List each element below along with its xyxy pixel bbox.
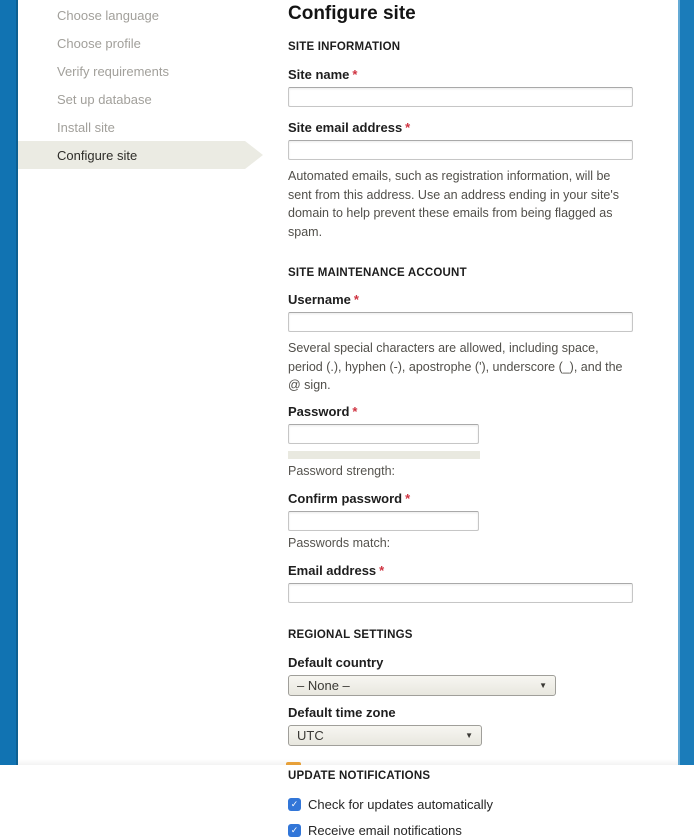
cut-off-element bbox=[286, 762, 301, 765]
password-label bbox=[288, 404, 633, 419]
username-label-text: Username bbox=[288, 292, 351, 307]
check-updates-checkbox[interactable]: ✓ bbox=[288, 798, 301, 811]
username-description: Several special characters are allowed, including space, period (.), hyphen (-), apostrophe ('), underscore (_), and the @ sign. bbox=[288, 341, 623, 392]
install-steps-sidebar bbox=[18, 1, 245, 169]
default-country-field bbox=[288, 655, 633, 696]
check-updates-label[interactable]: Check for updates automatically bbox=[308, 796, 493, 812]
step-verify-requirements: Verify requirements bbox=[57, 63, 169, 79]
confirm-password-label bbox=[288, 491, 633, 506]
username-label bbox=[288, 292, 633, 307]
default-timezone-select[interactable] bbox=[288, 725, 482, 746]
email-notifications-checkbox[interactable]: ✓ bbox=[288, 824, 301, 837]
site-name-input[interactable] bbox=[288, 87, 633, 107]
update-notifications-heading: UPDATE NOTIFICATIONS bbox=[288, 769, 431, 782]
chevron-down-icon: ▼ bbox=[465, 730, 473, 740]
email-notifications-row bbox=[288, 823, 633, 838]
site-name-label bbox=[288, 67, 633, 82]
default-timezone-label: Default time zone bbox=[288, 704, 396, 720]
left-accent-bar bbox=[0, 0, 18, 765]
step-set-up-database: Set up database bbox=[57, 91, 152, 107]
confirm-password-field bbox=[288, 491, 633, 550]
passwords-match-label: Passwords match: bbox=[288, 535, 391, 550]
password-strength-bar bbox=[288, 451, 480, 459]
regional-settings-heading: REGIONAL SETTINGS bbox=[288, 628, 413, 641]
account-email-field bbox=[288, 563, 633, 603]
username-input[interactable] bbox=[288, 312, 633, 332]
default-timezone-selected-value: UTC bbox=[297, 727, 324, 743]
password-input[interactable] bbox=[288, 424, 479, 444]
username-field bbox=[288, 292, 633, 395]
default-timezone-field bbox=[288, 705, 633, 746]
account-email-label-text: Email address bbox=[288, 562, 377, 578]
step-configure-site-active: Configure site bbox=[18, 141, 245, 169]
password-field bbox=[288, 404, 633, 478]
site-email-description: Automated emails, such as registration information, will be sent from this address. Use an address ending in your site's domain to help prevent these emails from being flagged as spam. bbox=[288, 169, 620, 239]
step-choose-language: Choose language bbox=[57, 7, 159, 23]
password-label-text: Password bbox=[288, 403, 350, 419]
site-information-heading: SITE INFORMATION bbox=[288, 41, 401, 53]
account-email-input[interactable] bbox=[288, 583, 633, 603]
site-email-label bbox=[288, 120, 633, 135]
confirm-password-input[interactable] bbox=[288, 511, 479, 531]
email-notifications-label[interactable]: Receive email notifications bbox=[308, 822, 462, 838]
step-choose-profile: Choose profile bbox=[57, 35, 141, 51]
maintenance-account-heading: SITE MAINTENANCE ACCOUNT bbox=[288, 267, 467, 279]
required-asterisk: * bbox=[405, 120, 411, 135]
site-email-field bbox=[288, 120, 633, 241]
site-name-label-text: Site name bbox=[288, 67, 350, 82]
required-asterisk: * bbox=[352, 403, 358, 419]
required-asterisk: * bbox=[352, 67, 358, 82]
confirm-password-label-text: Confirm password bbox=[288, 490, 403, 506]
default-country-label: Default country bbox=[288, 654, 384, 670]
right-accent-bar bbox=[678, 0, 694, 765]
page-title: Configure site bbox=[288, 3, 416, 24]
default-country-select[interactable] bbox=[288, 675, 556, 696]
check-updates-row bbox=[288, 797, 633, 812]
required-asterisk: * bbox=[353, 292, 359, 307]
chevron-down-icon: ▼ bbox=[539, 680, 547, 690]
required-asterisk: * bbox=[379, 562, 385, 578]
account-email-label bbox=[288, 563, 633, 578]
required-asterisk: * bbox=[405, 490, 411, 506]
site-email-label-text: Site email address bbox=[288, 120, 403, 135]
default-country-selected-value: – None – bbox=[297, 677, 350, 693]
configure-site-form bbox=[288, 0, 633, 838]
site-email-input[interactable] bbox=[288, 140, 633, 160]
site-name-field bbox=[288, 67, 633, 107]
password-strength-label: Password strength: bbox=[288, 463, 395, 478]
step-install-site: Install site bbox=[57, 119, 115, 135]
